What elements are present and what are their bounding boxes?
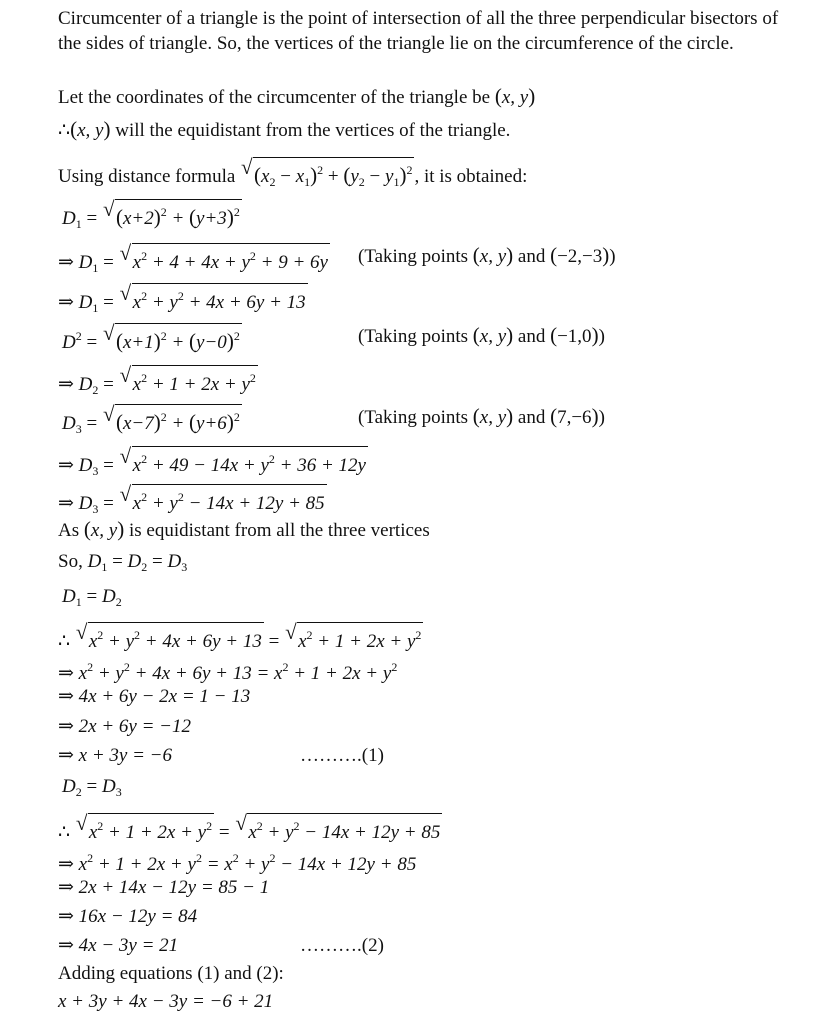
eq-d3-expand: ⇒ $D_3$ = √ $x^2 + 49 - 14x + y^2 + 36 + 12y$ [58, 446, 368, 483]
eq-d1-d2: $D_1 = D_2$ [62, 586, 122, 609]
intro-paragraph: Circumcenter of a triangle is the point of intersection of all the three perpendicular bisectors of the sides of triangle. So, the vertices of the triangle lie on the circumference of the circle. [58, 8, 779, 54]
eq-root-equal-1: ∴ √ $x^2 + y^2 + 4x + 6y + 13$ = √ $x^2 + 1 + 2x + y^2$ [58, 622, 423, 654]
eq-step-3: ⇒ 2x + 6y = −12 [58, 716, 192, 737]
eq-d1-def: $D_1$ = √ $(x+2)^2 + (y+3)^2$ [62, 199, 242, 236]
eq-2: ⇒ 4x − 3y = 21 [58, 935, 179, 956]
note-d3: (Taking points (x, y) and (7,−6)) [358, 404, 605, 428]
eq-step-6: ⇒ 16x − 12y = 84 [58, 906, 198, 927]
eq-1: ⇒ x + 3y = −6 [58, 745, 173, 766]
eq-d2-def: $D^2$ = √ $(x+1)^2 + (y-0)^2$ [62, 323, 242, 355]
tag-eq-2: ……….(2) [300, 935, 384, 956]
eq-root-equal-2: ∴ √ $x^2 + 1 + 2x + y^2$ = √ $x^2 + y^2 - 14x + 12y + 85$ [58, 813, 442, 845]
eq-step-2: ⇒ 4x + 6y − 2x = 1 − 13 [58, 686, 251, 707]
eq-d1-simplified: ⇒ $D_1$ = √ $x^2 + y^2 + 4x + 6y + 13$ [58, 283, 308, 320]
eq-step-1: ⇒ $x^2 + y^2 + 4x + 6y + 13 = x^2 + 1 + 2x + y^2$ [58, 660, 398, 684]
eq-step-5: ⇒ 2x + 14x − 12y = 85 − 1 [58, 877, 270, 898]
eq-d1-expand: ⇒ $D_1$ = √ $x^2 + 4 + 4x + y^2 + 9 + 6y$ [58, 243, 330, 280]
let-coordinates-line: Let the coordinates of the circumcenter of the triangle be (x, y) [58, 84, 536, 108]
eq-d2-expand: ⇒ $D_2$ = √ $x^2 + 1 + 2x + y^2$ [58, 365, 258, 402]
eq-sum: x + 3y + 4x − 3y = −6 + 21 [58, 991, 274, 1012]
tag-eq-1: ……….(1) [300, 745, 384, 766]
equidistant-line: As (x, y) is equidistant from all the three vertices [58, 517, 430, 541]
distance-formula-line: Using distance formula √ $(x_2 - x_1)^2 + (y_2 - y_1)^2$ , it is obtained: [58, 157, 527, 194]
note-d1: (Taking points (x, y) and (−2,−3)) [358, 243, 616, 267]
eq-d2-d3: $D_2 = D_3$ [62, 776, 122, 799]
eq-step-4: ⇒ $x^2 + 1 + 2x + y^2 = x^2 + y^2 - 14x + 12y + 85$ [58, 851, 417, 875]
so-line: So, $D_1 = D_2 = D_3$ [58, 551, 188, 574]
eq-d3-simplified: ⇒ $D_3$ = √ $x^2 + y^2 - 14x + 12y + 85$ [58, 484, 327, 521]
adding-line: Adding equations (1) and (2): [58, 963, 284, 984]
note-d2: (Taking points (x, y) and (−1,0)) [358, 323, 605, 347]
eq-d3-def: $D_3$ = √ $(x-7)^2 + (y+6)^2$ [62, 404, 242, 441]
therefore-line: ∴(x, y) will the equidistant from the vertices of the triangle. [58, 117, 511, 141]
